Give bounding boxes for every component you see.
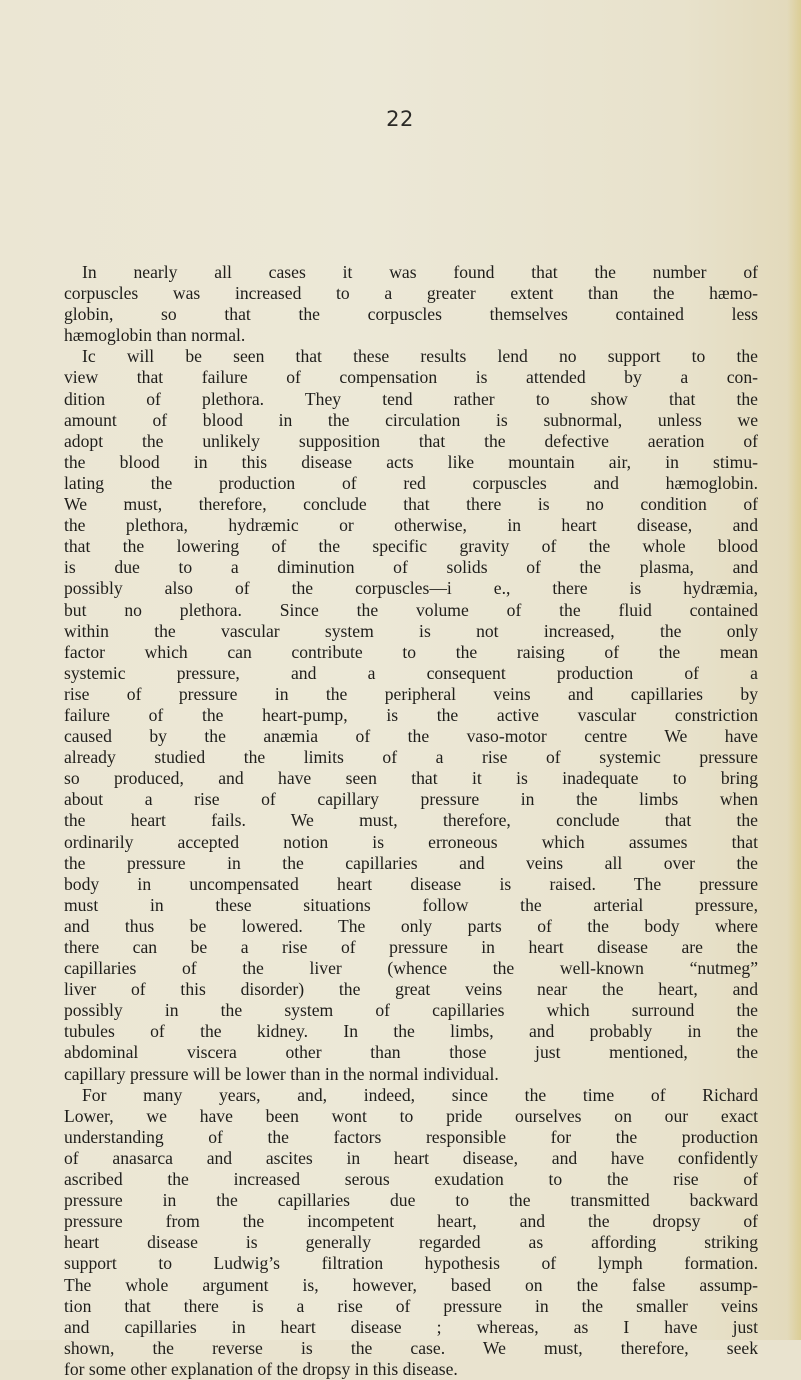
text-line: that the lowering of the specific gravity of the whole blood: [64, 536, 758, 557]
text-line: For many years, and, indeed, since the time of Richard: [82, 1084, 758, 1105]
text-line: corpuscles was increased to a greater extent than the hæmo-: [64, 283, 758, 304]
text-line: within the vascular system is not increased, the only: [64, 620, 758, 641]
text-line: there can be a rise of pressure in heart disease are the: [64, 937, 758, 957]
text-line: shown, the reverse is the case. We must, therefore, seek: [64, 1337, 758, 1358]
text-line: abdominal viscera other than those just mentioned, the: [64, 1042, 758, 1063]
text-line: the plethora, hydræmic or otherwise, in heart disease, and: [64, 515, 758, 536]
text-line: systemic pressure, and a consequent production of a: [64, 662, 758, 683]
text-line: the heart fails. We must, therefore, conclude that the: [64, 810, 758, 831]
text-line: body in uncompensated heart disease is raised. The pressure: [64, 873, 758, 894]
text-line: Lower, we have been wont to pride ourselves on our exact: [64, 1105, 758, 1126]
text-line: tubules of the kidney. In the limbs, and probably in the: [64, 1021, 758, 1042]
text-line: possibly also of the corpuscles—i e., there is hydræmia,: [64, 578, 758, 599]
text-line: adopt the unlikely supposition that the defective aeration of: [64, 430, 758, 451]
page-edge-shadow: [787, 0, 801, 1340]
text-line: of anasarca and ascites in heart disease, and have confidently: [64, 1147, 758, 1168]
text-line: and capillaries in heart disease ; whereas, as I have just: [64, 1316, 758, 1337]
text-line: but no plethora. Since the volume of the fluid contained: [64, 599, 758, 620]
text-line: lating the production of red corpuscles and hæmoglobin.: [64, 472, 758, 493]
text-line: liver of this disorder) the great veins near the heart, and: [64, 979, 758, 1000]
text-line: Ic will be seen that these results lend no support to the: [82, 346, 758, 367]
text-line: pressure from the incompetent heart, and the dropsy of: [64, 1211, 758, 1232]
text-line: ordinarily accepted notion is erroneous which assumes that: [64, 831, 758, 852]
text-line: the pressure in the capillaries and veins all over the: [64, 852, 758, 873]
text-line: dition of plethora. They tend rather to show that the: [64, 388, 758, 409]
text-line: hæmoglobin than normal.: [64, 325, 246, 346]
text-line: amount of blood in the circulation is subnormal, unless we: [64, 409, 758, 430]
text-line: for some other explanation of the dropsy in this disease.: [64, 1358, 458, 1379]
text-line: In nearly all cases it was found that the number of: [82, 262, 758, 282]
text-line: The whole argument is, however, based on the false assump-: [64, 1274, 758, 1295]
text-line: heart disease is generally regarded as affording striking: [64, 1232, 758, 1253]
page-number: 22: [386, 107, 414, 131]
text-line: is due to a diminution of solids of the plasma, and: [64, 557, 758, 578]
text-line: pressure in the capillaries due to the transmitted backward: [64, 1190, 758, 1211]
text-line: caused by the anæmia of the vaso-motor centre We have: [64, 726, 758, 747]
text-line: capillary pressure will be lower than in the normal individual.: [64, 1063, 499, 1084]
text-line: capillaries of the liver (whence the well-known “nutmeg”: [64, 958, 758, 979]
text-line: globin, so that the corpuscles themselves contained less: [64, 304, 758, 325]
text-line: already studied the limits of a rise of systemic pressure: [64, 747, 758, 768]
text-line: support to Ludwig’s filtration hypothesis of lymph formation.: [64, 1253, 758, 1274]
text-line: so produced, and have seen that it is inadequate to bring: [64, 768, 758, 789]
text-line: view that failure of compensation is attended by a con-: [64, 367, 758, 388]
text-line: possibly in the system of capillaries which surround the: [64, 1000, 758, 1021]
text-line: failure of the heart-pump, is the active vascular constriction: [64, 704, 758, 725]
text-line: about a rise of capillary pressure in the limbs when: [64, 789, 758, 810]
text-line: We must, therefore, conclude that there is no condition of: [64, 494, 758, 515]
text-line: understanding of the factors responsible for the production: [64, 1126, 758, 1147]
text-line: the blood in this disease acts like mountain air, in stimu-: [64, 451, 758, 472]
text-line: ascribed the increased serous exudation to the rise of: [64, 1169, 758, 1190]
text-line: and thus be lowered. The only parts of the body where: [64, 915, 758, 936]
text-line: tion that there is a rise of pressure in the smaller veins: [64, 1295, 758, 1316]
body-text: [64, 262, 758, 1380]
text-line: must in these situations follow the arterial pressure,: [64, 894, 758, 915]
text-line: rise of pressure in the peripheral veins and capillaries by: [64, 683, 758, 704]
text-line: factor which can contribute to the raising of the mean: [64, 641, 758, 662]
